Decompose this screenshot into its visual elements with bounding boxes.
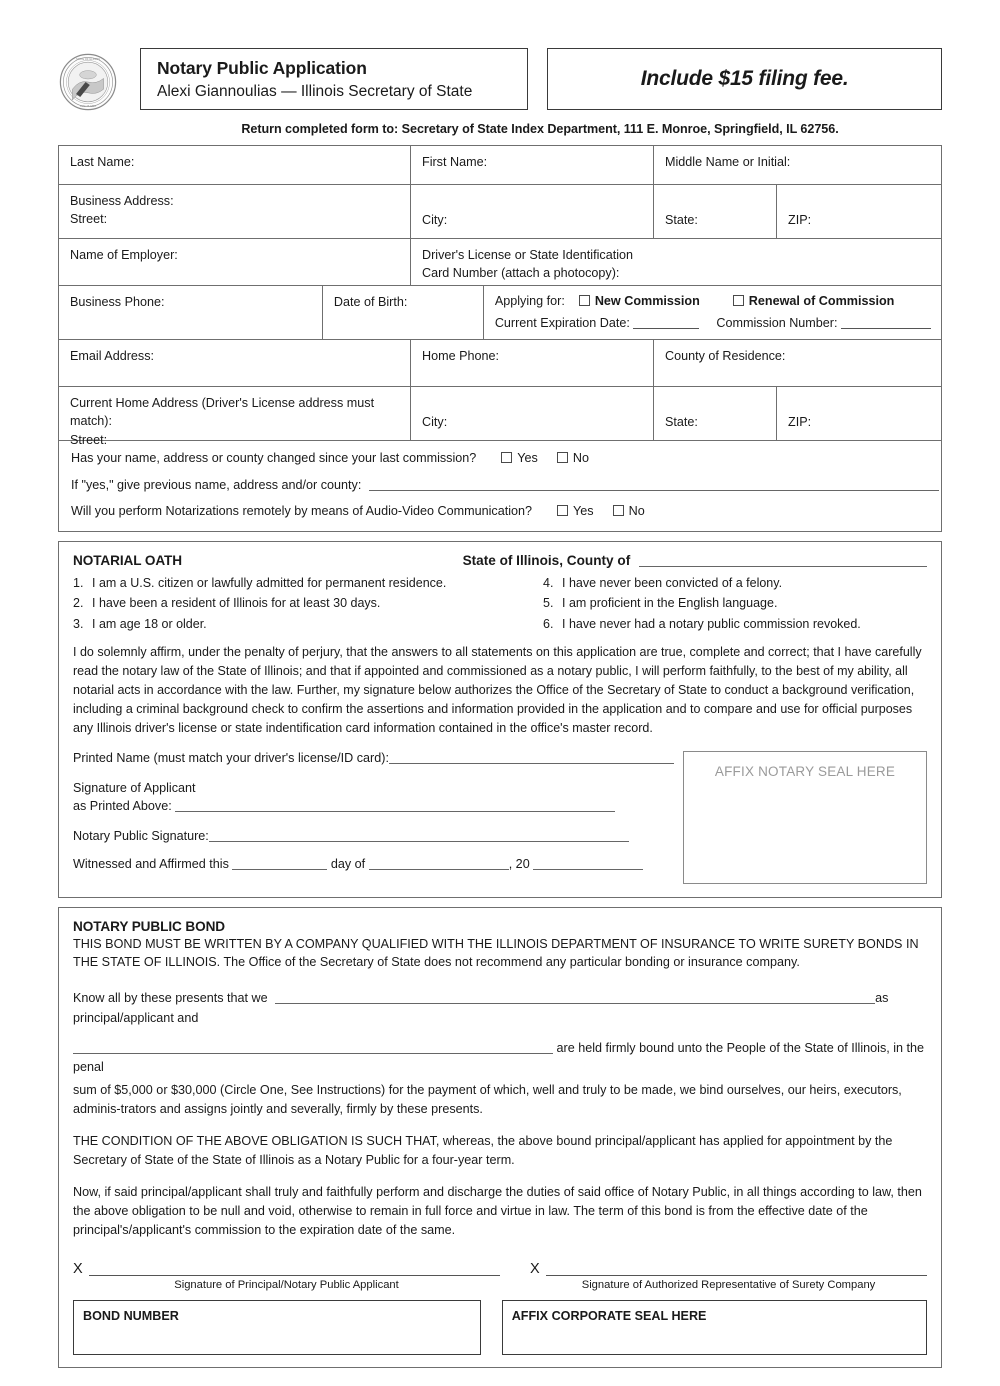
label-business-state: State: [665, 212, 698, 227]
label-home-street: Street: [70, 432, 108, 447]
label-business-street: Street: [70, 212, 108, 227]
fee-notice-text: Include $15 filing fee. [640, 67, 849, 90]
label-commission-number: Commission Number: [716, 315, 838, 330]
input-printed-name[interactable] [389, 752, 674, 764]
x-mark-principal: X [73, 1260, 83, 1277]
label-first-name: First Name: [422, 155, 488, 169]
label-changed-yes: Yes [517, 451, 538, 465]
table-row-contact [59, 340, 941, 387]
label-renewal-commission: Renewal of Commission [748, 294, 895, 308]
label-home-state: State: [665, 414, 698, 429]
label-home-zip: ZIP: [788, 414, 812, 429]
table-row-name [59, 146, 941, 185]
checkbox-new-commission[interactable] [579, 295, 590, 306]
witnessed-row [73, 857, 673, 871]
oath-item-text: I am a U.S. citizen or lawfully admitted for permanent residence. [92, 575, 447, 590]
label-home-address: Current Home Address (Driver's License address must match): [70, 396, 375, 429]
oath-item-number: 6. [543, 616, 554, 631]
question-remote-notarization [71, 505, 929, 518]
input-previous-info[interactable] [369, 479, 939, 491]
return-address-line: Return completed form to: Secretary of State Index Department, 111 E. Monroe, Springfield, IL 62756. [241, 122, 839, 136]
question-name-changed [71, 452, 929, 465]
oath-item-number: 2. [73, 596, 84, 611]
label-witnessed-day: day of [330, 857, 366, 872]
label-printed-name: Printed Name (must match your driver's license/ID card): [73, 750, 389, 765]
label-dl-line1: Driver's License or State Identification [422, 248, 634, 262]
label-witnessed-pre: Witnessed and Affirmed this [73, 857, 229, 872]
form-title-box [140, 48, 528, 110]
input-surety-signature[interactable] [546, 1261, 927, 1276]
label-if-yes-previous: If "yes," give previous name, address and/or county: [71, 477, 362, 492]
label-signature-applicant-1: Signature of Applicant [73, 780, 196, 795]
bond-know-row [73, 988, 927, 1029]
label-email-address: Email Address: [70, 349, 154, 363]
bond-condition-paragraph: THE CONDITION OF THE ABOVE OBLIGATION IS SUCH THAT, whereas, the above bound principal/applicant has applied for appointment by the Secretary of State of the State of Illinois as a Notary Public for a four-year term. [73, 1134, 893, 1167]
input-current-expiration[interactable] [633, 316, 699, 329]
label-home-phone: Home Phone: [422, 349, 500, 363]
input-notary-signature[interactable] [209, 830, 629, 842]
input-witness-month[interactable] [369, 858, 509, 870]
fee-notice-box [547, 48, 942, 110]
applicant-signature-row [73, 779, 673, 816]
checkbox-renewal-commission[interactable] [733, 295, 744, 306]
affirmation-paragraph: I do solemnly affirm, under the penalty of perjury, that the answers to all statements on this application are true, complete and correct; that I have carefully read the notary law of the State of Illinois; and that if appointed and commissioned as a notary public, I will perform faithfully, to the best of my ability, all notarial acts in accordance with the law. Further, my signature below authorizes the Office of the Secretary of State to conduct a background verification, including a criminal background check to confirm the assertions and information provided in the application and to compare and use for official purposes any Illinois driver's license or state indentification card information contained in the office's master record. [73, 644, 922, 735]
label-remote-notarization: Will you perform Notarizations remotely by means of Audio-Video Communication? [71, 504, 533, 519]
x-mark-surety: X [530, 1260, 540, 1277]
bond-penal-sum: sum of $5,000 or $30,000 (Circle One, See Instructions) for the payment of which, well and truly to be made, we bind ourselves, our heirs, executors, adminis-trators and assigns jointly and severally, firmly by these presents. [73, 1083, 902, 1117]
label-name-changed: Has your name, address or county changed since your last commission? [71, 451, 477, 465]
input-principal-signature[interactable] [89, 1261, 500, 1276]
label-know-all: Know all by these presents that we [73, 990, 268, 1005]
oath-item [73, 614, 488, 634]
oath-item-number: 3. [73, 616, 84, 631]
bond-intro-text: THIS BOND MUST BE WRITTEN BY A COMPANY QUALIFIED WITH THE ILLINOIS DEPARTMENT OF INSURANCE TO WRITE SURETY BONDS IN THE STATE OF ILLINOIS. The Office of the Secretary of State does not recommend any particular bonding or insurance company. [73, 936, 919, 969]
label-last-name: Last Name: [70, 155, 135, 169]
notary-seal-placeholder: AFFIX NOTARY SEAL HERE [714, 763, 896, 779]
label-applying-for: Applying for: [494, 294, 565, 308]
oath-item-text: I have been a resident of Illinois for at least 30 days. [92, 596, 381, 611]
label-remote-yes: Yes [573, 504, 594, 519]
label-home-city: City: [422, 414, 448, 429]
input-surety-name[interactable] [73, 1042, 553, 1054]
label-corporate-seal: AFFIX CORPORATE SEAL HERE [511, 1309, 707, 1324]
checkbox-remote-yes[interactable] [557, 505, 568, 516]
label-state-county: State of Illinois, County of [462, 552, 631, 568]
oath-item-text: I have never had a notary public commission revoked. [562, 616, 861, 631]
caption-surety-signature: Signature of Authorized Representative of Surety Company [581, 1279, 876, 1292]
caption-principal-signature: Signature of Principal/Notary Public Applicant [174, 1279, 399, 1292]
bond-surety-row [73, 1039, 927, 1077]
oath-item [73, 593, 488, 613]
input-applicant-signature[interactable] [175, 800, 615, 812]
table-row-questions [59, 441, 941, 531]
input-witness-day[interactable] [232, 858, 327, 870]
label-held-bound: are held firmly bound unto the People of the State of Illinois, in the penal [73, 1041, 925, 1075]
label-middle-name: Middle Name or Initial: [665, 155, 791, 169]
table-row-phone-dob-applying [59, 286, 941, 340]
oath-item-number: 4. [543, 575, 554, 590]
oath-items-left [73, 573, 488, 634]
notarial-oath-section [58, 541, 942, 898]
label-notary-signature: Notary Public Signature: [73, 829, 209, 844]
illinois-state-seal-icon [58, 52, 118, 112]
page-title: Notary Public Application [157, 58, 367, 78]
printed-name-row [73, 751, 673, 765]
notary-seal-box [683, 751, 927, 884]
oath-item-text: I am proficient in the English language. [562, 596, 778, 611]
label-dl-line2: Card Number (attach a photocopy): [422, 266, 620, 281]
label-witnessed-year: , 20 [508, 857, 530, 872]
oath-item-number: 5. [543, 596, 554, 611]
label-signature-applicant-2: as Printed Above: [73, 799, 172, 814]
oath-items-right [488, 573, 927, 634]
corporate-seal-box [502, 1300, 927, 1355]
label-business-address: Business Address: [70, 194, 174, 208]
oath-item [543, 573, 927, 593]
oath-heading: NOTARIAL OATH [73, 552, 182, 568]
oath-item-text: I am age 18 or older. [92, 616, 207, 631]
checkbox-changed-yes[interactable] [501, 452, 512, 463]
table-row-home-address [59, 387, 941, 447]
surety-signature-block [530, 1261, 927, 1291]
label-county-residence: County of Residence: [665, 349, 786, 363]
oath-item [543, 614, 927, 634]
checkbox-changed-no[interactable] [557, 452, 568, 463]
bond-number-box[interactable] [73, 1300, 481, 1355]
input-county[interactable] [639, 553, 927, 567]
label-current-expiration: Current Expiration Date: [494, 315, 630, 330]
input-commission-number[interactable] [841, 316, 931, 329]
input-principal-name[interactable] [275, 992, 875, 1004]
table-row-business-address [59, 185, 941, 239]
label-employer: Name of Employer: [70, 248, 178, 262]
form-header [0, 0, 1000, 112]
svg-text:STATE OF ILLINOIS: STATE OF ILLINOIS [76, 57, 100, 61]
oath-item-text: I have never been convicted of a felony. [562, 575, 783, 590]
applicant-info-table [58, 145, 942, 532]
label-business-city: City: [422, 212, 448, 227]
principal-signature-block [73, 1261, 500, 1291]
label-as-principal: as principal/applicant and [73, 990, 889, 1026]
label-changed-no: No [572, 451, 589, 465]
oath-item [73, 573, 488, 593]
table-row-employer [59, 239, 941, 286]
label-date-of-birth: Date of Birth: [333, 295, 408, 309]
form-subtitle: Alexi Giannoulias — Illinois Secretary of State [157, 82, 473, 100]
svg-text:AUG 26 1818: AUG 26 1818 [80, 105, 96, 109]
input-witness-year[interactable] [533, 858, 643, 870]
notary-signature-row [73, 829, 673, 843]
bond-nowif-paragraph: Now, if said principal/applicant shall truly and faithfully perform and discharge the duties of said office of Notary Public, in all things according to law, then the above obligation to be null and void, otherwise to remain in full force and virtue in law. The term of this bond is from the effective date of the principal's/applicant's commission to the expiration date of the same. [73, 1184, 922, 1237]
oath-item-number: 1. [73, 575, 84, 590]
question-previous-info [71, 479, 929, 492]
label-bond-number: BOND NUMBER [83, 1309, 179, 1324]
oath-item [543, 593, 927, 613]
bond-heading: NOTARY PUBLIC BOND [73, 918, 226, 934]
label-new-commission: New Commission [594, 294, 700, 308]
notary-public-bond-section [58, 907, 942, 1369]
checkbox-remote-no[interactable] [613, 505, 624, 516]
label-remote-no: No [628, 504, 645, 519]
label-business-phone: Business Phone: [70, 295, 165, 309]
label-business-zip: ZIP: [788, 212, 812, 227]
